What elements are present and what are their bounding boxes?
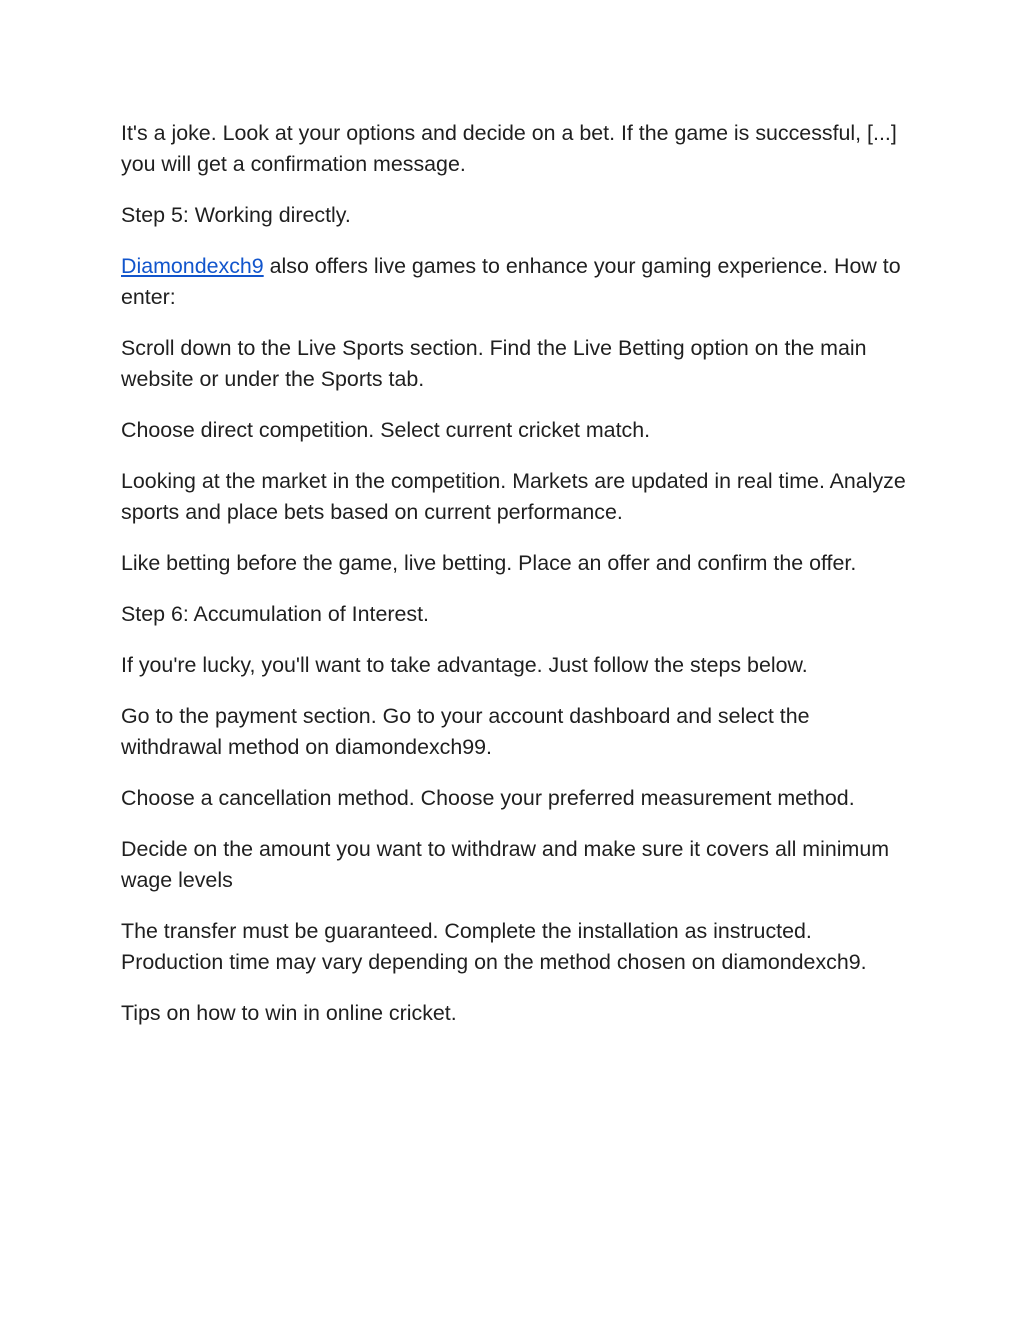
paragraph-transfer: The transfer must be guaranteed. Complete the installation as instructed. Production time may vary depending on the method chosen on diamondexch9.: [121, 919, 867, 974]
paragraph-market: Looking at the market in the competition. Markets are updated in real time. Analyze sports and place bets based on current performance.: [121, 469, 906, 524]
paragraph-lucky: If you're lucky, you'll want to take advantage. Just follow the steps below.: [121, 653, 808, 677]
paragraph-step-5-heading: Step 5: Working directly.: [121, 203, 351, 227]
paragraph-live-sports-section: Scroll down to the Live Sports section. Find the Live Betting option on the main website or under the Sports tab.: [121, 336, 867, 391]
paragraph-tips-heading: Tips on how to win in online cricket.: [121, 1001, 457, 1025]
paragraph-live-games: [121, 251, 911, 313]
document-body: [121, 118, 911, 1049]
paragraph-choose-competition: Choose direct competition. Select current cricket match.: [121, 418, 651, 442]
paragraph-bet-confirmation: It's a joke. Look at your options and decide on a bet. If the game is successful, [...] you will get a confirmation message.: [121, 121, 897, 176]
paragraph-step-6-heading: Step 6: Accumulation of Interest.: [121, 602, 429, 626]
paragraph-cancellation-method: Choose a cancellation method. Choose your preferred measurement method.: [121, 786, 855, 810]
paragraph-withdraw-amount: Decide on the amount you want to withdraw and make sure it covers all minimum wage levels: [121, 837, 890, 892]
live-games-text: also offers live games to enhance your gaming experience. How to enter:: [121, 254, 901, 309]
paragraph-payment-section: Go to the payment section. Go to your account dashboard and select the withdrawal method on diamondexch99.: [121, 704, 810, 759]
paragraph-live-betting: Like betting before the game, live betting. Place an offer and confirm the offer.: [121, 551, 857, 575]
diamondexch9-link[interactable]: Diamondexch9: [121, 254, 264, 278]
